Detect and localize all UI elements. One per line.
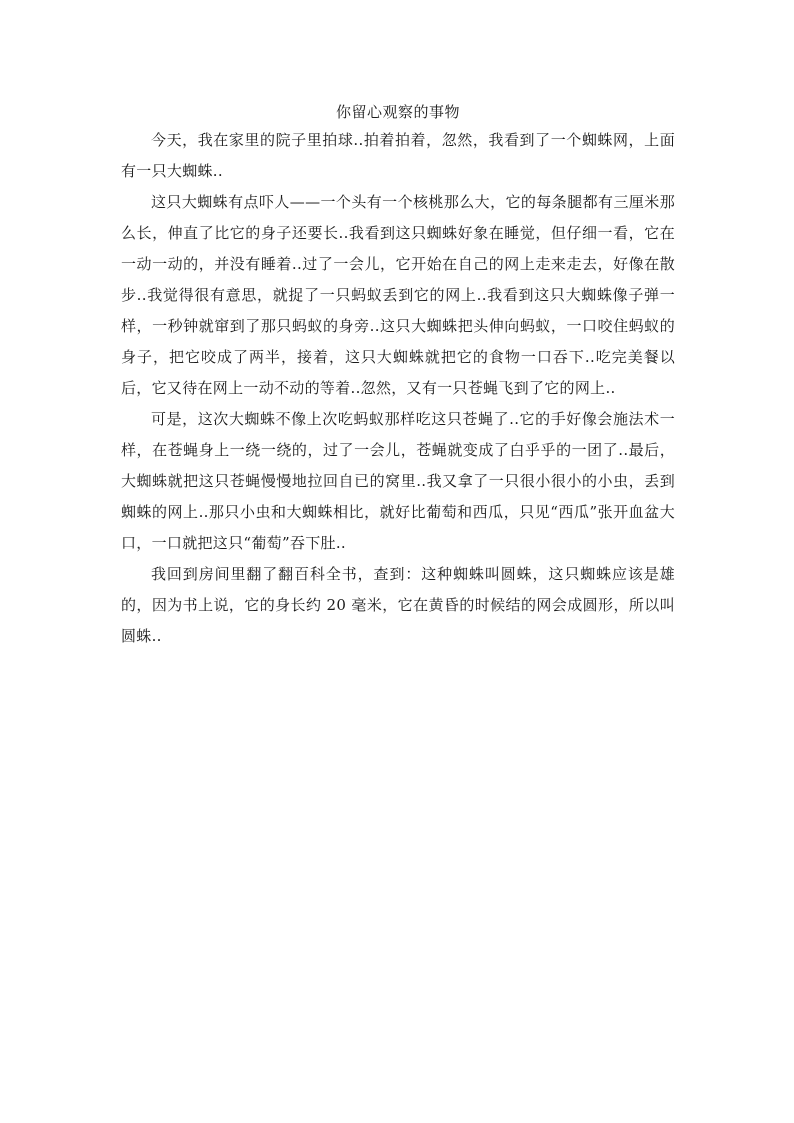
essay-title: 你留心观察的事物 bbox=[335, 103, 460, 121]
paragraph-2: 这只大蜘蛛有点吓人——一个头有一个核桃那么大，它的每条腿都有三厘米那么长，伸直了比它的身子还要长..我看到这只蜘蛛好象在睡觉，但仔细一看，它在一动一动的，并没有睡着..过了一会儿，它开始在自己的网上走来走去，好像在散步..我觉得很有意思，就捉了一只蚂蚁丢到它的网上..我看到这只大蜘蛛像子弹一样，一秒钟就窜到了那只蚂蚁的身旁..这只大蜘蛛把头伸向蚂蚁，一口咬住蚂蚁的身子，把它咬成了两半，接着，这只大蜘蛛就把它的食物一口吞下..吃完美餐以后，它又待在网上一动不动的等着..忽然，又有一只苍蝇飞到了它的网上.. bbox=[121, 193, 675, 397]
paragraph-1: 今天，我在家里的院子里拍球..拍着拍着，忽然，我看到了一个蜘蛛网，上面有一只大蜘蛛.. bbox=[121, 131, 675, 180]
paragraph-4: 我回到房间里翻了翻百科全书，查到：这种蜘蛛叫圆蛛，这只蜘蛛应该是雄的，因为书上说，它的身长约 20 毫米，它在黄昏的时候结的网会成圆形，所以叫圆蛛.. bbox=[121, 565, 675, 645]
document-body bbox=[121, 100, 675, 652]
paragraph-3: 可是，这次大蜘蛛不像上次吃蚂蚁那样吃这只苍蝇了..它的手好像会施法术一样，在苍蝇身上一绕一绕的，过了一会儿，苍蝇就变成了白乎乎的一团了..最后，大蜘蛛就把这只苍蝇慢慢地拉回自已的窝里..我又拿了一只很小很小的小虫，丢到蜘蛛的网上..那只小虫和大蜘蛛相比，就好比葡萄和西瓜，只见“西瓜”张开血盆大口，一口就把这只“葡萄”吞下肚.. bbox=[121, 410, 675, 552]
